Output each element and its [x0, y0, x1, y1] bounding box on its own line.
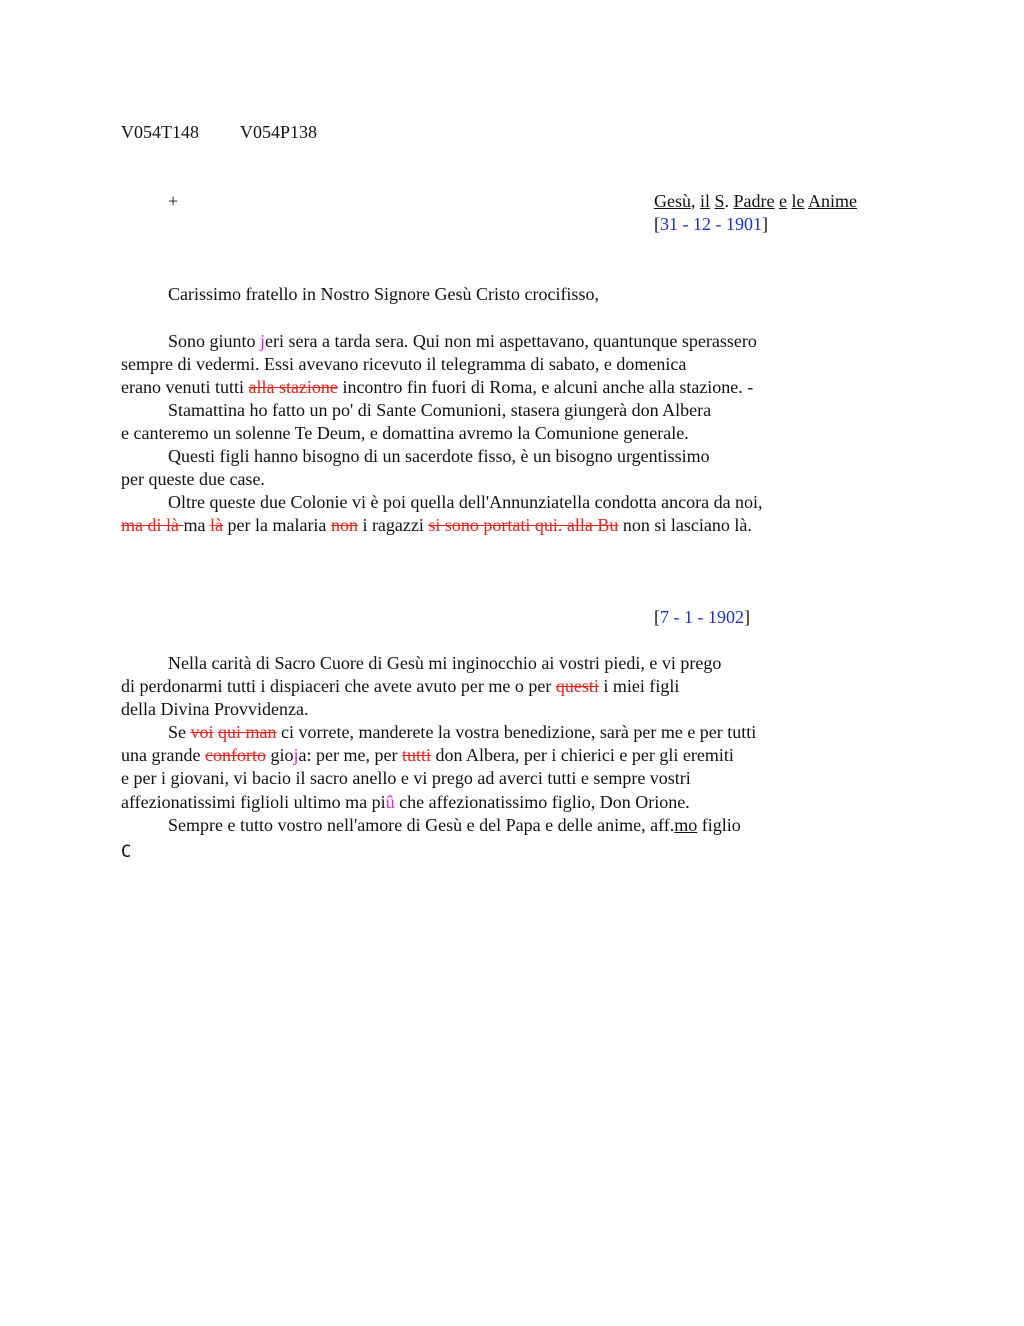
text-line: [168, 721, 756, 744]
document-code-p: V054P138: [240, 122, 318, 142]
date-text: 31 - 12 - 1901: [660, 214, 762, 234]
title-word: il: [700, 191, 711, 211]
text-span: don Albera, per i chierici e per gli eremiti: [430, 745, 734, 765]
text-line: sempre di vedermi. Essi avevano ricevuto il telegramma di sabato, e domenica: [121, 354, 687, 374]
text-span: ma: [183, 515, 210, 535]
salutation: Carissimo fratello in Nostro Signore Gesù Cristo crocifisso,: [168, 284, 599, 304]
text-span: di perdonarmi tutti i dispiaceri che avete avuto per me o per: [121, 676, 556, 696]
text-span: Sono giunto: [168, 331, 261, 351]
text-span: una grande: [121, 745, 205, 765]
text-line: [168, 330, 757, 353]
text-span: affezionatissimi figlioli ultimo ma pi: [121, 792, 386, 812]
date-bracket: [: [654, 214, 660, 234]
document-code-t: V054T148: [121, 122, 199, 142]
text-span: che affezionatissimo figlio, Don Orione.: [394, 792, 690, 812]
text-line: Oltre queste due Colonie vi è poi quella dell'Annunziatella condotta ancora da noi,: [168, 492, 763, 512]
deleted-text: tutti: [401, 745, 431, 765]
date-first: [654, 213, 768, 236]
text-span: Se: [168, 722, 191, 742]
text-line: della Divina Provvidenza.: [121, 699, 309, 719]
deleted-text: ma di là: [121, 515, 184, 535]
text-line: [121, 675, 679, 698]
text-span: figlio: [697, 815, 741, 835]
deleted-text: alla stazione: [248, 377, 338, 397]
text-span: per la malaria: [222, 515, 331, 535]
text-span: i ragazzi: [357, 515, 429, 535]
text-span: a: per me, per: [298, 745, 402, 765]
inserted-text: û: [385, 792, 395, 812]
text-span: Sempre e tutto vostro nell'amore di Gesù e del Papa e delle anime, aff.: [168, 815, 675, 835]
title-word: Anime: [808, 191, 858, 211]
text-span: eri sera a tarda sera. Qui non mi aspettavano, quantunque sperassero: [265, 331, 757, 351]
text-line: [121, 744, 734, 767]
text-span: i miei figli: [598, 676, 680, 696]
deleted-text: conforto: [204, 745, 266, 765]
date-bracket: ]: [744, 607, 750, 627]
deleted-text: qui man: [218, 722, 277, 742]
text-span: incontro fin fuori di Roma, e alcuni anche alla stazione. -: [337, 377, 754, 397]
title-separator: .: [724, 191, 734, 211]
text-line: [121, 514, 752, 537]
date-bracket: ]: [762, 214, 768, 234]
trailing-mark: C: [121, 842, 132, 862]
deleted-text: si sono portati qui. alla Bu: [428, 515, 619, 535]
deleted-text: questi: [555, 676, 599, 696]
deleted-text: non: [330, 515, 358, 535]
date-bracket: [: [654, 607, 660, 627]
text-line: e canteremo un solenne Te Deum, e domattina avremo la Comunione generale.: [121, 423, 689, 443]
text-line: [121, 791, 690, 814]
text-line: e per i giovani, vi bacio il sacro anello e vi prego ad averci tutti e sempre vostri: [121, 768, 691, 788]
text-line: [168, 814, 741, 837]
title-separator: ,: [691, 191, 700, 211]
title-word: S: [714, 191, 725, 211]
document-title: [654, 190, 857, 213]
inserted-text: j: [293, 745, 299, 765]
title-word: Gesù: [654, 191, 691, 211]
deleted-text: là: [209, 515, 223, 535]
title-word: Padre: [733, 191, 775, 211]
date-second: [654, 606, 750, 629]
title-word: le: [791, 191, 805, 211]
underlined-text: mo: [674, 815, 698, 835]
text-span: non si lasciano là.: [618, 515, 752, 535]
text-span: ci vorrete, manderete la vostra benedizione, sarà per me e per tutti: [276, 722, 757, 742]
text-line: Questi figli hanno bisogno di un sacerdote fisso, è un bisogno urgentissimo: [168, 446, 710, 466]
text-line: Stamattina ho fatto un po' di Sante Comunioni, stasera giungerà don Albera: [168, 400, 712, 420]
inserted-text: j: [260, 331, 266, 351]
text-line: [121, 376, 753, 399]
text-span: erano venuti tutti: [121, 377, 249, 397]
text-line: per queste due case.: [121, 469, 265, 489]
cross-symbol: +: [168, 191, 179, 211]
title-word: e: [779, 191, 788, 211]
date-text: 7 - 1 - 1902: [660, 607, 744, 627]
deleted-text: voi: [190, 722, 214, 742]
text-span: gio: [265, 745, 294, 765]
text-line: Nella carità di Sacro Cuore di Gesù mi inginocchio ai vostri piedi, e vi prego: [168, 653, 722, 673]
